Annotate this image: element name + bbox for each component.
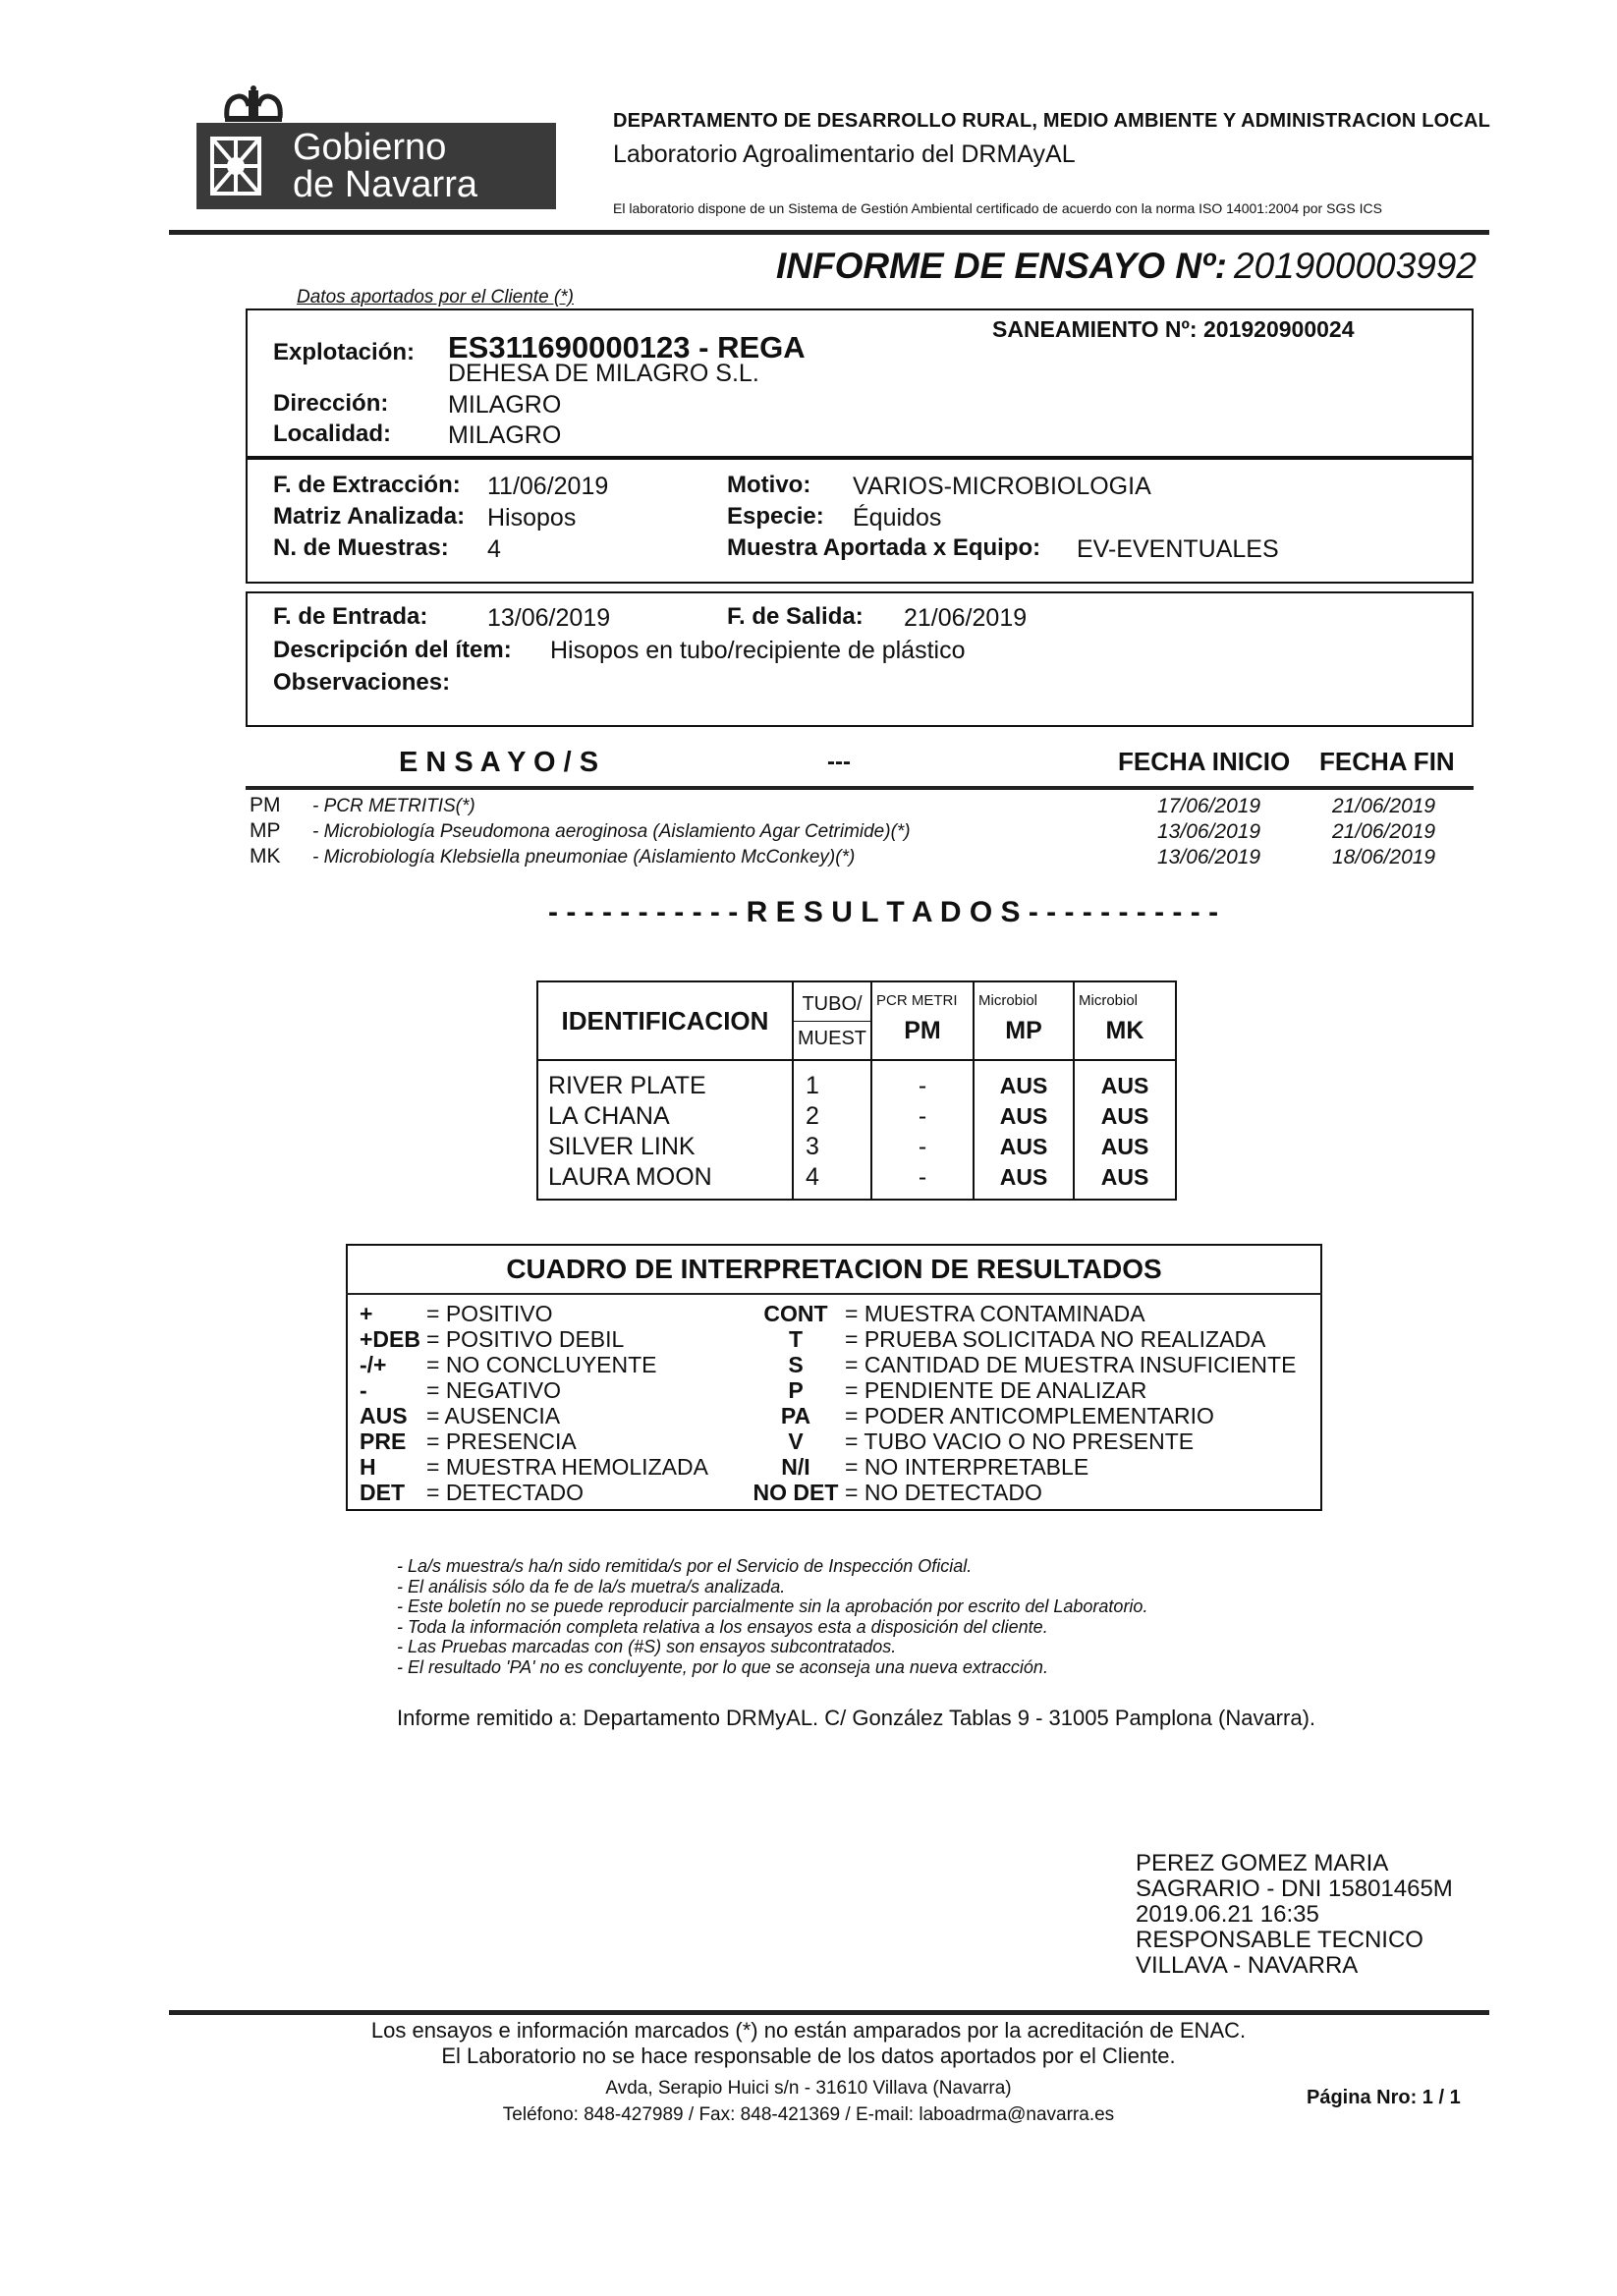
mk-result: AUS <box>1100 1073 1149 1098</box>
note-line: - El análisis sólo da fe de la/s muetra/s analizada. <box>397 1576 786 1596</box>
note-line: - Este boletín no se puede reproducir parcialmente sin la aprobación por escrito del Laboratorio. <box>397 1596 1148 1616</box>
col-pm-code: PM <box>904 1017 941 1044</box>
salida-label: F. de Salida: <box>727 603 864 630</box>
col-identificacion: IDENTIFICACION <box>537 981 793 1060</box>
direccion-value: MILAGRO <box>448 391 562 419</box>
sample-name: LA CHANA <box>548 1102 670 1130</box>
col-mp-code: MP <box>1005 1017 1042 1044</box>
remitido-line: Informe remitido a: Departamento DRMyAL. C/ González Tablas 9 - 31005 Pamplona (Navarra). <box>397 1706 1316 1730</box>
legend-meaning: = CANTIDAD DE MUESTRA INSUFICIENTE <box>845 1352 1297 1377</box>
entrada-value: 13/06/2019 <box>487 604 611 632</box>
crown-icon <box>221 84 286 124</box>
muestras-value: 4 <box>487 535 501 563</box>
ensayo-desc: - PCR METRITIS(*) <box>312 796 475 816</box>
col-tubo-bottom: MUEST <box>798 1027 866 1049</box>
sample-name: RIVER PLATE <box>548 1072 706 1099</box>
pm-result: - <box>918 1163 927 1191</box>
legend-meaning: = PODER ANTICOMPLEMENTARIO <box>845 1403 1214 1428</box>
explotacion-value: ES311690000123 - REGA <box>448 330 806 364</box>
localidad-value: MILAGRO <box>448 421 562 449</box>
fecha-inicio-header: FECHA INICIO <box>1118 747 1291 776</box>
ensayo-start: 17/06/2019 <box>1157 795 1261 817</box>
col-mp-top: Microbiol <box>978 992 1038 1009</box>
legend-meaning: = NO CONCLUYENTE <box>426 1352 657 1377</box>
mp-result: AUS <box>999 1164 1048 1190</box>
especie-value: Équidos <box>853 504 942 532</box>
ensayo-end: 21/06/2019 <box>1332 795 1436 817</box>
legend-code: T <box>788 1326 804 1352</box>
tubo-value: 1 <box>806 1072 819 1099</box>
ensayo-end: 21/06/2019 <box>1332 820 1436 843</box>
tubo-value: 4 <box>806 1163 819 1191</box>
iso-note: El laboratorio dispone de un Sistema de Gestión Ambiental certificado de acuerdo con la norma ISO 14001:2004 por SGS ICS <box>613 200 1382 216</box>
gobierno-navarra-logo <box>196 123 556 209</box>
legend-meaning: = MUESTRA CONTAMINADA <box>845 1301 1145 1326</box>
tubo-cell <box>793 1060 871 1200</box>
legend-code: S <box>788 1352 804 1377</box>
legend-meaning: = TUBO VACIO O NO PRESENTE <box>845 1428 1195 1454</box>
legend-meaning: = PENDIENTE DE ANALIZAR <box>845 1377 1147 1403</box>
report-title: INFORME DE ENSAYO Nº: <box>776 246 1227 286</box>
signature-line: 2019.06.21 16:35 <box>1136 1901 1319 1928</box>
salida-value: 21/06/2019 <box>904 604 1028 632</box>
saneamiento-number: SANEAMIENTO Nº: 201920900024 <box>992 316 1355 342</box>
interpretation-title: CUADRO DE INTERPRETACION DE RESULTADOS <box>506 1254 1162 1284</box>
legend-right-column <box>747 1301 1296 1505</box>
legend-code: - <box>360 1377 367 1403</box>
footer-contact: Teléfono: 848-427989 / Fax: 848-421369 / E-mail: laboadrma@navarra.es <box>502 2104 1115 2125</box>
pm-cell <box>871 1060 974 1200</box>
signature-line: VILLAVA - NAVARRA <box>1136 1952 1359 1979</box>
note-line: - Las Pruebas marcadas con (#S) son ensayos subcontratados. <box>397 1637 897 1656</box>
mp-result: AUS <box>999 1134 1048 1159</box>
mk-result: AUS <box>1100 1164 1149 1190</box>
legend-meaning: = NO DETECTADO <box>845 1480 1042 1505</box>
signature-line: RESPONSABLE TECNICO <box>1136 1927 1423 1953</box>
legend-code: PA <box>780 1403 811 1428</box>
sample-name: SILVER LINK <box>548 1133 696 1160</box>
ensayo-code: PM <box>250 794 281 816</box>
matriz-value: Hisopos <box>487 504 577 532</box>
mk-result: AUS <box>1100 1134 1149 1159</box>
legend-meaning: = MUESTRA HEMOLIZADA <box>426 1454 708 1480</box>
legend-code: N/I <box>781 1454 810 1480</box>
aportada-label: Muestra Aportada x Equipo: <box>727 534 1041 561</box>
logo-text-line1: Gobierno <box>293 127 447 168</box>
header-divider <box>169 230 1489 235</box>
descripcion-label: Descripción del ítem: <box>273 637 512 663</box>
pm-result: - <box>918 1133 927 1160</box>
descripcion-value: Hisopos en tubo/recipiente de plástico <box>550 637 966 664</box>
footer-disclaimer <box>0 2018 1617 2069</box>
mp-result: AUS <box>999 1073 1048 1098</box>
ensayo-code: MK <box>250 845 281 868</box>
legend-code: P <box>788 1377 804 1403</box>
notes-block <box>397 1556 1147 1677</box>
col-mk <box>1074 981 1176 1060</box>
footer-address: Avda, Serapio Huici s/n - 31610 Villava (Navarra) <box>605 2078 1012 2099</box>
legend-meaning: = NO INTERPRETABLE <box>845 1454 1089 1480</box>
results-table <box>536 980 1177 1201</box>
col-pm <box>871 981 974 1060</box>
extraccion-label: F. de Extracción: <box>273 472 461 498</box>
aportada-value: EV-EVENTUALES <box>1077 535 1279 563</box>
footer-line1: Los ensayos e información marcados (*) no están amparados por la acreditación de ENAC. <box>370 2018 1247 2043</box>
ensayo-code: MP <box>250 819 281 842</box>
laboratory-name: Laboratorio Agroalimentario del DRMAyAL <box>613 140 1076 168</box>
legend-meaning: = POSITIVO <box>426 1301 553 1326</box>
ensayos-heading: E N S A Y O / S <box>399 747 599 778</box>
matriz-label: Matriz Analizada: <box>273 503 466 530</box>
resultados-heading: - - - - - - - - - - - R E S U L T A D O S - - - - - - - - - - - <box>548 896 1219 928</box>
tubo-value: 2 <box>806 1102 819 1130</box>
legend-left-column <box>360 1301 708 1505</box>
signature-block <box>1136 1851 1453 1979</box>
pm-result: - <box>918 1072 927 1099</box>
ensayo-desc: - Microbiología Klebsiella pneumoniae (Aislamiento McConkey)(*) <box>312 847 856 868</box>
department-name: DEPARTAMENTO DE DESARROLLO RURAL, MEDIO AMBIENTE Y ADMINISTRACION LOCAL <box>613 110 1491 132</box>
ensayo-start: 13/06/2019 <box>1157 846 1261 868</box>
mk-result: AUS <box>1100 1103 1149 1129</box>
legend-meaning: = POSITIVO DEBIL <box>426 1326 625 1352</box>
legend-code: H <box>360 1454 376 1480</box>
ensayo-end: 18/06/2019 <box>1332 846 1436 868</box>
explotacion-label: Explotación: <box>273 339 416 365</box>
legend-code: PRE <box>360 1428 407 1454</box>
motivo-label: Motivo: <box>727 472 811 498</box>
pm-result: - <box>918 1102 927 1130</box>
ensayo-start: 13/06/2019 <box>1157 820 1261 843</box>
interpretation-title-divider <box>346 1293 1322 1295</box>
chains-icon <box>208 133 263 199</box>
signature-line: SAGRARIO - DNI 15801465M <box>1136 1876 1453 1902</box>
legend-meaning: = AUSENCIA <box>426 1403 561 1428</box>
company-name: DEHESA DE MILAGRO S.L. <box>448 360 759 387</box>
legend-code: NO DET <box>753 1480 839 1505</box>
mp-result: AUS <box>999 1103 1048 1129</box>
fecha-fin-header: FECHA FIN <box>1319 747 1455 776</box>
legend-code: DET <box>360 1480 405 1505</box>
ensayos-dashes: --- <box>827 749 851 775</box>
legend-meaning: = PRUEBA SOLICITADA NO REALIZADA <box>845 1326 1266 1352</box>
note-line: - La/s muestra/s ha/n sido remitida/s por el Servicio de Inspección Oficial. <box>397 1556 973 1576</box>
legend-meaning: = NEGATIVO <box>426 1377 561 1403</box>
logo-text-line2: de Navarra <box>293 164 477 205</box>
col-mp <box>974 981 1074 1060</box>
observaciones-label: Observaciones: <box>273 669 451 696</box>
report-number: 201900003992 <box>1234 246 1477 286</box>
legend-code: -/+ <box>360 1352 387 1377</box>
motivo-value: VARIOS-MICROBIOLOGIA <box>853 473 1151 500</box>
entrada-label: F. de Entrada: <box>273 603 428 630</box>
localidad-label: Localidad: <box>273 420 392 447</box>
footer-line2: El Laboratorio no se hace responsable de los datos aportados por el Cliente. <box>441 2044 1176 2068</box>
direccion-label: Dirección: <box>273 390 389 417</box>
muestras-label: N. de Muestras: <box>273 534 449 561</box>
legend-code: V <box>788 1428 804 1454</box>
mk-cell <box>1074 1060 1176 1200</box>
ensayo-desc: - Microbiología Pseudomona aeroginosa (Aislamiento Agar Cetrimide)(*) <box>312 821 911 842</box>
extraccion-value: 11/06/2019 <box>487 473 609 500</box>
names-cell <box>537 1060 793 1200</box>
note-line: - Toda la información completa relativa a los ensayos esta a disposición del cliente. <box>397 1616 1048 1637</box>
page-number: Página Nro: 1 / 1 <box>1307 2087 1461 2108</box>
especie-label: Especie: <box>727 503 824 530</box>
legend-code: AUS <box>360 1403 408 1428</box>
ensayos-divider <box>246 786 1474 790</box>
mp-cell <box>974 1060 1074 1200</box>
sample-name: LAURA MOON <box>548 1163 712 1191</box>
legend-meaning: = PRESENCIA <box>426 1428 577 1454</box>
col-tubo-top: TUBO/ <box>794 987 870 1022</box>
legend-code: +DEB <box>360 1326 420 1352</box>
note-line: - El resultado 'PA' no es concluyente, por lo que se aconseja una nueva extracción. <box>397 1656 1048 1677</box>
legend-meaning: = DETECTADO <box>426 1480 584 1505</box>
col-pm-top: PCR METRI <box>876 992 958 1009</box>
col-mk-top: Microbiol <box>1079 992 1139 1009</box>
legend-code: + <box>360 1301 373 1326</box>
col-mk-code: MK <box>1105 1017 1144 1044</box>
footer-divider <box>169 2010 1489 2015</box>
legend-code: CONT <box>763 1301 828 1326</box>
tubo-value: 3 <box>806 1133 819 1160</box>
client-data-note: Datos aportados por el Cliente (*) <box>297 287 574 308</box>
col-tubo <box>793 981 871 1060</box>
signature-line: PEREZ GOMEZ MARIA <box>1136 1850 1389 1876</box>
